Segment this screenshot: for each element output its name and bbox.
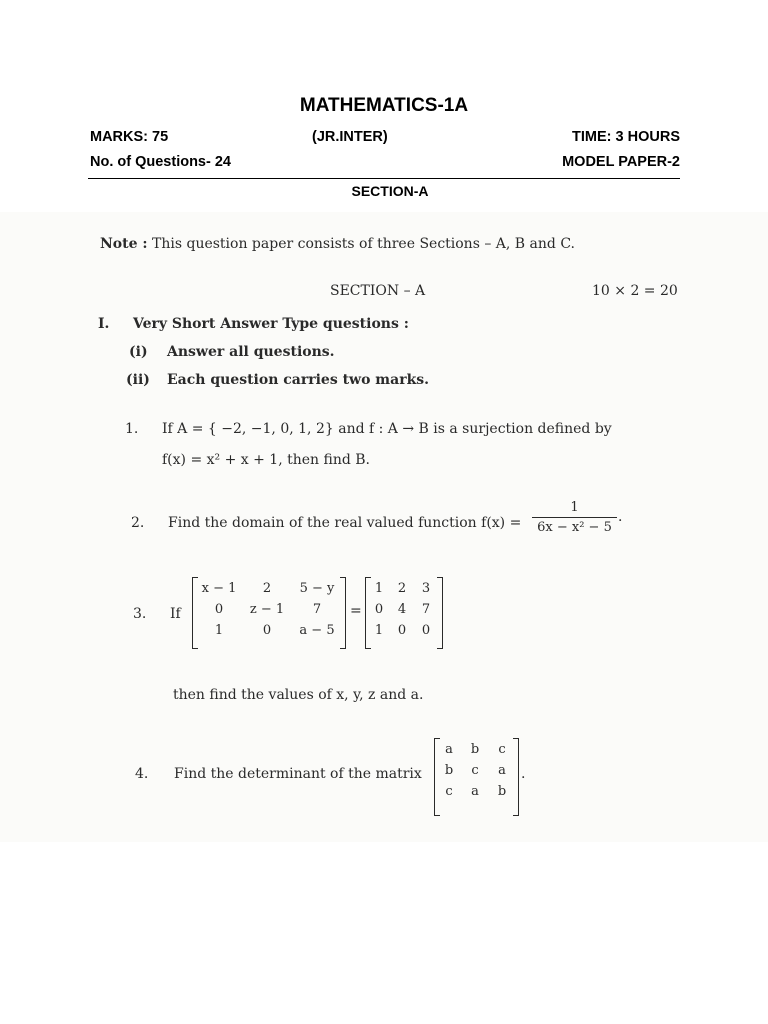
matrix-cell: 0 [397, 623, 407, 638]
fraction-denominator: 6x − x² − 5 [537, 520, 612, 535]
question-4-text: Find the determinant of the matrix [174, 766, 422, 782]
paper-title: MATHEMATICS-1A [299, 95, 469, 116]
section-marks: 10 × 2 = 20 [592, 283, 678, 299]
matrix-cell: 3 [421, 581, 431, 596]
question-1-line-1: If A = { −2, −1, 0, 1, 2} and f : A → B is a surjection defined by [162, 421, 612, 437]
matrix-cell: 7 [312, 602, 322, 617]
matrix-row [368, 599, 438, 620]
question-count-label: No. of Questions- 24 [90, 154, 231, 170]
matrix-row [196, 599, 342, 620]
question-number: 1. [125, 421, 139, 437]
matrix-cell: x − 1 [201, 581, 237, 596]
matrix-cell: 1 [374, 623, 384, 638]
matrix-cell: 7 [421, 602, 431, 617]
matrix-row [368, 578, 438, 599]
question-3-right-matrix [368, 578, 438, 641]
question-4-matrix [437, 739, 515, 802]
matrix-cell: 4 [397, 602, 407, 617]
matrix-cell: c [445, 784, 453, 799]
matrix-right-bracket [340, 577, 346, 649]
part-title: Very Short Answer Type questions : [133, 316, 409, 332]
header-divider [88, 178, 680, 179]
instruction-number: (i) [129, 344, 148, 360]
model-paper-label: MODEL PAPER-2 [562, 154, 680, 170]
part-number: I. [98, 316, 110, 332]
matrix-row [437, 760, 515, 781]
matrix-cell: 2 [397, 581, 407, 596]
fraction-numerator: 1 [570, 500, 579, 515]
question-4-end-mark: . [521, 766, 526, 782]
note-label: Note : [100, 236, 148, 252]
matrix-cell: 1 [214, 623, 224, 638]
equals-sign: = [350, 603, 362, 619]
question-2-end-mark: · [618, 513, 623, 529]
question-2-text: Find the domain of the real valued function f(x) = [168, 515, 522, 531]
instruction-text: Answer all questions. [167, 344, 335, 360]
matrix-right-bracket [513, 738, 519, 816]
matrix-cell: a [471, 784, 479, 799]
matrix-cell: z − 1 [249, 602, 285, 617]
question-3-followup: then find the values of x, y, z and a. [173, 687, 424, 703]
matrix-cell: c [498, 742, 506, 757]
matrix-cell: b [470, 742, 480, 757]
matrix-cell: 0 [374, 602, 384, 617]
time-label: TIME: 3 HOURS [572, 129, 680, 145]
note [100, 236, 575, 252]
matrix-row [368, 620, 438, 641]
matrix-cell: b [497, 784, 507, 799]
section-a-title: SECTION-A [351, 183, 429, 199]
question-number: 3. [133, 606, 147, 622]
matrix-cell: b [444, 763, 454, 778]
matrix-cell: 0 [262, 623, 272, 638]
matrix-cell: 2 [262, 581, 272, 596]
instruction-text: Each question carries two marks. [167, 372, 430, 388]
question-1-line-2: f(x) = x² + x + 1, then find B. [162, 452, 371, 468]
matrix-cell: 0 [421, 623, 431, 638]
question-3-if: If [170, 606, 181, 622]
matrix-cell: c [471, 763, 479, 778]
question-2-fraction [532, 500, 617, 535]
question-3-left-matrix [196, 578, 342, 641]
matrix-row [437, 781, 515, 802]
matrix-right-bracket [437, 577, 443, 649]
matrix-cell: 5 − y [299, 581, 335, 596]
matrix-row [196, 578, 342, 599]
note-text: This question paper consists of three Sections – A, B and C. [152, 236, 575, 252]
matrix-cell: 0 [214, 602, 224, 617]
matrix-cell: 1 [374, 581, 384, 596]
matrix-cell: a [498, 763, 506, 778]
marks-label: MARKS: 75 [90, 129, 169, 145]
matrix-cell: a [445, 742, 453, 757]
matrix-cell: a − 5 [299, 623, 335, 638]
instruction-number: (ii) [126, 372, 150, 388]
course-label: (JR.INTER) [312, 129, 388, 145]
section-heading: SECTION – A [330, 283, 426, 299]
matrix-row [437, 739, 515, 760]
question-number: 2. [131, 515, 145, 531]
question-number: 4. [135, 766, 149, 782]
matrix-row [196, 620, 342, 641]
